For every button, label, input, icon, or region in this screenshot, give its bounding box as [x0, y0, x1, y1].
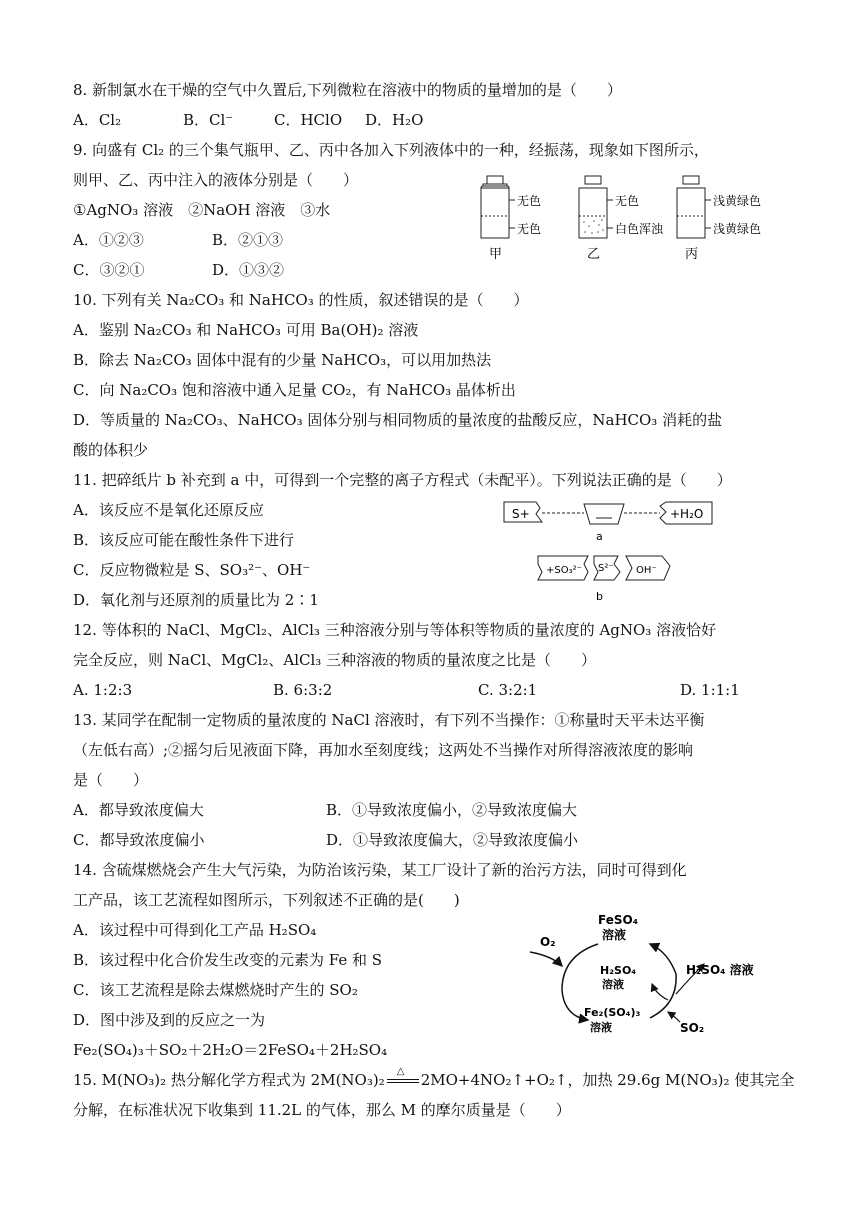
jar3-top-label: 浅黄绿色: [713, 194, 762, 208]
heat-double-line: [385, 1066, 421, 1090]
q12-option-d: D. 1:1:1: [680, 681, 740, 699]
h2so4-out-label: H₂SO₄ 溶液: [686, 963, 754, 977]
q13-stem-line2: （左低右高）;②摇匀后见液面下降，再加水至刻度线；这两处不当操作对所得溶液浓度的影响: [73, 741, 694, 759]
jar-yi: [579, 176, 613, 238]
jar1-bottom-label: 无色: [517, 222, 542, 236]
q13-option-c: C．都导致浓度偏小: [73, 831, 205, 849]
fe2so43-sol-label: 溶液: [590, 1021, 612, 1034]
jar1-top-label: 无色: [517, 194, 542, 208]
jar3-bottom-label: 浅黄绿色: [713, 222, 762, 236]
q8-options: [73, 110, 573, 130]
q11-paper-figure: [500, 496, 730, 608]
cycle-right-arrow: [650, 944, 676, 1018]
q13-option-a: A．都导致浓度偏大: [73, 801, 204, 819]
q8-stem: 8. 新制氯水在干燥的空气中久置后,下列微粒在溶液中的物质的量增加的是（ ）: [73, 81, 622, 99]
q15-stem-line1: [73, 1066, 795, 1090]
piece-a-right-text: +H₂O: [670, 507, 704, 521]
q9-option-c: C．③②①: [73, 261, 145, 279]
to-h2so4-inner-arrow: [652, 984, 668, 1000]
fe2so43-label: Fe₂(SO₄)₃: [584, 1006, 641, 1019]
q13-option-d: D．①导致浓度偏大，②导致浓度偏小: [326, 831, 579, 849]
q14-stem-line1: 14. 含硫煤燃烧会产生大气污染，为防治该污染，某工厂设计了新的治污方法，同时可得到化: [73, 861, 687, 879]
q9-options-row1: [73, 230, 373, 250]
q14-option-d: D．图中涉及到的反应之一为: [73, 1011, 266, 1029]
q11-option-d: D．氧化剂与还原剂的质量比为 2∶1: [73, 591, 319, 609]
jar2-bottom-label: 白色浑浊: [615, 222, 664, 236]
q10-option-b: B．除去 Na₂CO₃ 固体中混有的少量 NaHCO₃，可以用加热法: [73, 351, 492, 369]
feso4-label: FeSO₄: [598, 913, 638, 927]
q9-liquids: ①AgNO₃ 溶液 ②NaOH 溶液 ③水: [73, 201, 331, 219]
q10-option-d-cont: 酸的体积少: [73, 441, 149, 459]
q9-jars-figure: [475, 172, 785, 267]
feso4-sol-label: 溶液: [602, 928, 627, 942]
q9-option-b: B．②①③: [212, 231, 284, 249]
jar-jia: [481, 176, 515, 238]
q11-option-c: C．反应物微粒是 S、SO₃²⁻、OH⁻: [73, 561, 311, 579]
q9-options-row2: [73, 260, 373, 280]
h2so4-inner-label: H₂SO₄: [600, 964, 637, 977]
piece-b-2-text: S²⁻: [598, 563, 614, 574]
piece-a-left-text: S+: [512, 507, 530, 521]
q14-flow-figure: [528, 908, 798, 1038]
q14-stem-line2: 工产品，该工艺流程如图所示，下列叙述不正确的是( ): [73, 891, 460, 909]
q9-stem-line1: 9. 向盛有 Cl₂ 的三个集气瓶甲、乙、丙中各加入下列液体中的一种，经振荡，现象如下图所示，: [73, 141, 709, 159]
q12-option-c: C. 3:2:1: [478, 681, 538, 699]
q10-option-d: D．等质量的 Na₂CO₃、NaHCO₃ 固体分别与相同物质的量浓度的盐酸反应，NaHCO₃ 消耗的盐: [73, 411, 723, 429]
q12-options: [73, 680, 773, 700]
q15-stem-line2: 分解，在标准状况下收集到 11.2L 的气体，那么 M 的摩尔质量是（ ）: [73, 1101, 571, 1119]
q11-stem: 11. 把碎纸片 b 补充到 a 中，可得到一个完整的离子方程式（未配平）。下列说法正确的是（ ）: [73, 471, 732, 489]
q13-options-row2: [73, 830, 773, 850]
q12-option-b: B. 6:3:2: [273, 681, 333, 699]
q14-option-b: B．该过程中化合价发生改变的元素为 Fe 和 S: [73, 951, 383, 969]
q15-stem-part2: 2MO+4NO₂↑+O₂↑，加热 29.6g M(NO₃)₂ 使其完全: [420, 1071, 795, 1089]
jar2-top-label: 无色: [615, 194, 640, 208]
q8-option-d: D．H₂O: [365, 111, 424, 129]
heat-symbol: △: [396, 1066, 405, 1077]
q15-stem-part1: 15. M(NO₃)₂ 热分解化学方程式为 2M(NO₃)₂: [73, 1071, 385, 1089]
q13-options-row1: [73, 800, 773, 820]
so2-arrow: [668, 1012, 680, 1022]
q9-stem-line2: 则甲、乙、丙中注入的液体分别是（ ）: [73, 171, 359, 189]
label-a: a: [596, 530, 603, 543]
piece-b-1-text: +SO₃²⁻: [546, 565, 582, 576]
q10-stem: 10. 下列有关 Na₂CO₃ 和 NaHCO₃ 的性质，叙述错误的是（ ）: [73, 291, 529, 309]
q13-option-b: B．①导致浓度偏小，②导致浓度偏大: [326, 801, 578, 819]
q13-stem-line3: 是（ ）: [73, 771, 149, 789]
q8-option-a: A．Cl₂: [73, 111, 122, 129]
q8-option-b: B．Cl⁻: [183, 111, 234, 129]
jar3-name: 丙: [685, 247, 699, 262]
label-b: b: [596, 590, 603, 603]
q10-option-c: C．向 Na₂CO₃ 饱和溶液中通入足量 CO₂，有 NaHCO₃ 晶体析出: [73, 381, 516, 399]
q8-option-c: C．HClO: [274, 111, 343, 129]
q14-option-a: A．该过程中可得到化工产品 H₂SO₄: [73, 921, 317, 939]
q11-option-b: B．该反应可能在酸性条件下进行: [73, 531, 295, 549]
jar1-name: 甲: [489, 247, 503, 262]
q13-stem-line1: 13. 某同学在配制一定物质的量浓度的 NaCl 溶液时，有下列不当操作：①称量时天平未达平衡: [73, 711, 705, 729]
o2-arrow: [530, 952, 562, 966]
q14-equation: Fe₂(SO₄)₃＋SO₂＋2H₂O＝2FeSO₄＋2H₂SO₄: [73, 1041, 388, 1059]
jar-bing: [677, 176, 711, 238]
q12-stem-line1: 12. 等体积的 NaCl、MgCl₂、AlCl₃ 三种溶液分别与等体积等物质的量浓度的 AgNO₃ 溶液恰好: [73, 621, 717, 639]
q11-option-a: A．该反应不是氧化还原反应: [73, 501, 264, 519]
piece-a-middle: [584, 504, 624, 524]
jar2-name: 乙: [587, 247, 601, 262]
q9-option-d: D．①③②: [212, 261, 285, 279]
piece-b-3-text: OH⁻: [636, 565, 657, 576]
h2so4-inner-sol-label: 溶液: [602, 978, 624, 991]
q12-stem-line2: 完全反应，则 NaCl、MgCl₂、AlCl₃ 三种溶液的物质的量浓度之比是（ ）: [73, 651, 597, 669]
q9-option-a: A．①②③: [73, 231, 144, 249]
q14-option-c: C．该工艺流程是除去煤燃烧时产生的 SO₂: [73, 981, 358, 999]
q12-option-a: A. 1:2:3: [73, 681, 133, 699]
o2-label: O₂: [540, 935, 556, 949]
q10-option-a: A．鉴别 Na₂CO₃ 和 NaHCO₃ 可用 Ba(OH)₂ 溶液: [73, 321, 419, 339]
so2-label: SO₂: [680, 1021, 705, 1035]
